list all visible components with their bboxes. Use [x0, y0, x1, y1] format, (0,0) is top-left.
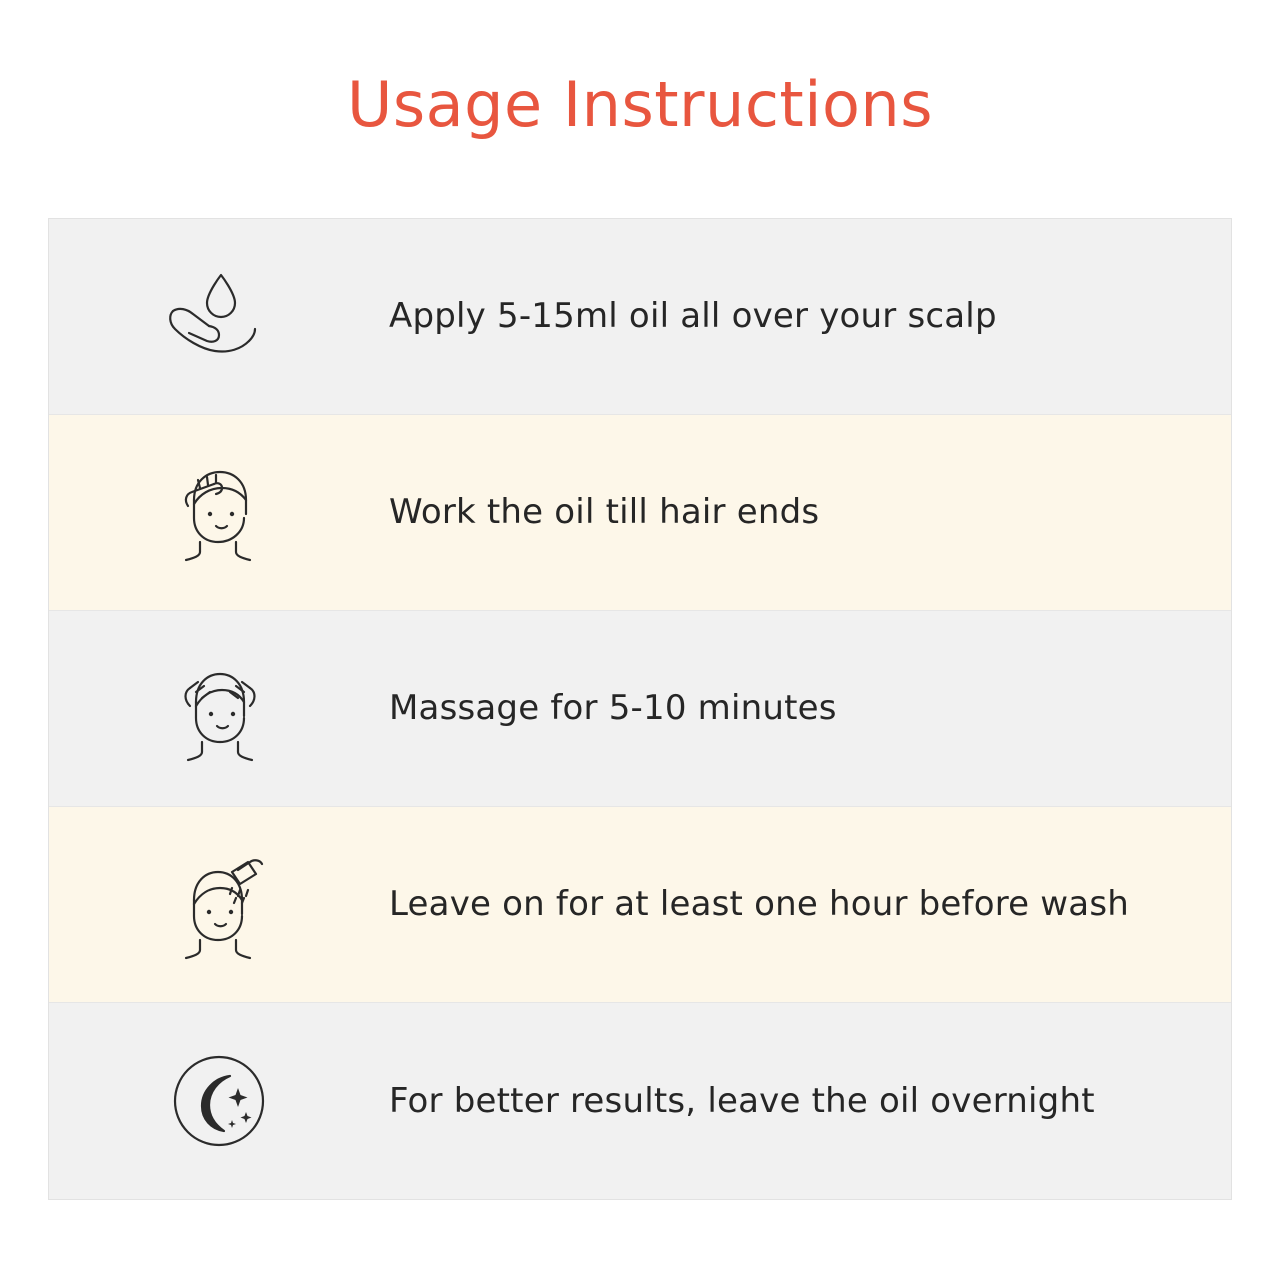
list-item: [49, 415, 1231, 611]
list-item-label: Massage for 5-10 minutes: [389, 688, 837, 729]
list-item-label: Apply 5-15ml oil all over your scalp: [389, 296, 997, 337]
list-item-label: Work the oil till hair ends: [389, 492, 820, 533]
list-item: [49, 1003, 1231, 1199]
list-item-label: For better results, leave the oil overnight: [389, 1080, 1095, 1121]
list-item: [49, 219, 1231, 415]
head-hand-applying-oil-icon: [49, 415, 389, 610]
list-item: [49, 807, 1231, 1003]
head-shower-rinse-icon: [49, 807, 389, 1002]
page-title: Usage Instructions: [346, 68, 933, 141]
list-item: [49, 611, 1231, 807]
hand-with-oil-drop-icon: [49, 219, 389, 414]
steps-list: [48, 218, 1232, 1200]
moon-stars-overnight-icon: [49, 1003, 389, 1199]
head-two-hands-massage-icon: [49, 611, 389, 806]
list-item-label: Leave on for at least one hour before wash: [389, 884, 1129, 925]
